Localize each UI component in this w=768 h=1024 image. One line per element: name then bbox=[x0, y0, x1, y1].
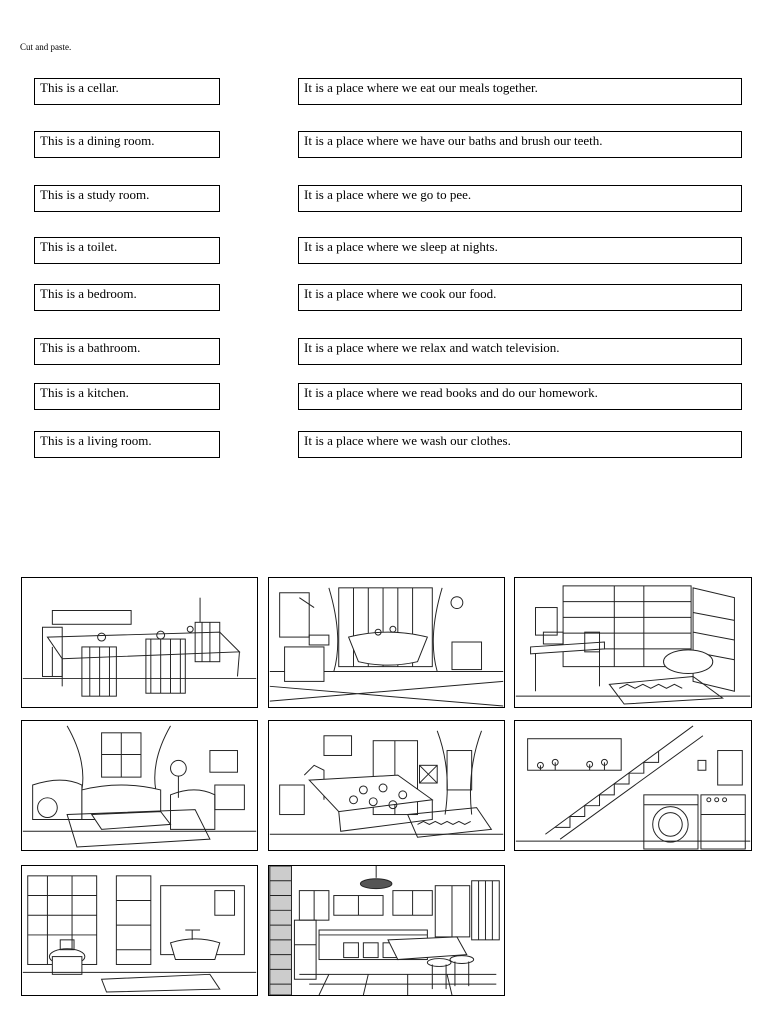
cellar-picture[interactable] bbox=[514, 720, 752, 851]
sentence-box-bedroom[interactable]: This is a bedroom. bbox=[34, 284, 220, 311]
sentence-box-cellar[interactable]: This is a cellar. bbox=[34, 78, 220, 105]
living-room-picture[interactable] bbox=[21, 720, 258, 851]
sentence-box-bathroom[interactable]: This is a bathroom. bbox=[34, 338, 220, 365]
bedroom-drawing bbox=[269, 721, 504, 850]
sentence-box-living-room[interactable]: This is a living room. bbox=[34, 431, 220, 458]
instruction-text: Cut and paste. bbox=[20, 42, 72, 52]
description-box-relax[interactable]: It is a place where we relax and watch television. bbox=[298, 338, 742, 365]
study-room-picture[interactable] bbox=[514, 577, 752, 708]
bathroom-drawing bbox=[269, 578, 504, 707]
description-box-cook[interactable]: It is a place where we cook our food. bbox=[298, 284, 742, 311]
description-box-wash[interactable]: It is a place where we wash our clothes. bbox=[298, 431, 742, 458]
kitchen-picture[interactable] bbox=[268, 865, 505, 996]
bathroom-picture[interactable] bbox=[268, 577, 505, 708]
study-room-drawing bbox=[515, 578, 751, 707]
sentence-box-kitchen[interactable]: This is a kitchen. bbox=[34, 383, 220, 410]
description-box-bath[interactable]: It is a place where we have our baths and brush our teeth. bbox=[298, 131, 742, 158]
cellar-laundry-drawing bbox=[515, 721, 751, 850]
kitchen-drawing bbox=[269, 866, 504, 995]
description-box-read[interactable]: It is a place where we read books and do our homework. bbox=[298, 383, 742, 410]
sentence-box-study-room[interactable]: This is a study room. bbox=[34, 185, 220, 212]
toilet-drawing bbox=[22, 866, 257, 995]
toilet-picture[interactable] bbox=[21, 865, 258, 996]
sentence-box-dining-room[interactable]: This is a dining room. bbox=[34, 131, 220, 158]
dining-room-picture[interactable] bbox=[21, 577, 258, 708]
bedroom-picture[interactable] bbox=[268, 720, 505, 851]
description-box-sleep[interactable]: It is a place where we sleep at nights. bbox=[298, 237, 742, 264]
description-box-pee[interactable]: It is a place where we go to pee. bbox=[298, 185, 742, 212]
dining-room-drawing bbox=[22, 578, 257, 707]
description-box-eat[interactable]: It is a place where we eat our meals together. bbox=[298, 78, 742, 105]
living-room-drawing bbox=[22, 721, 257, 850]
sentence-box-toilet[interactable]: This is a toilet. bbox=[34, 237, 220, 264]
